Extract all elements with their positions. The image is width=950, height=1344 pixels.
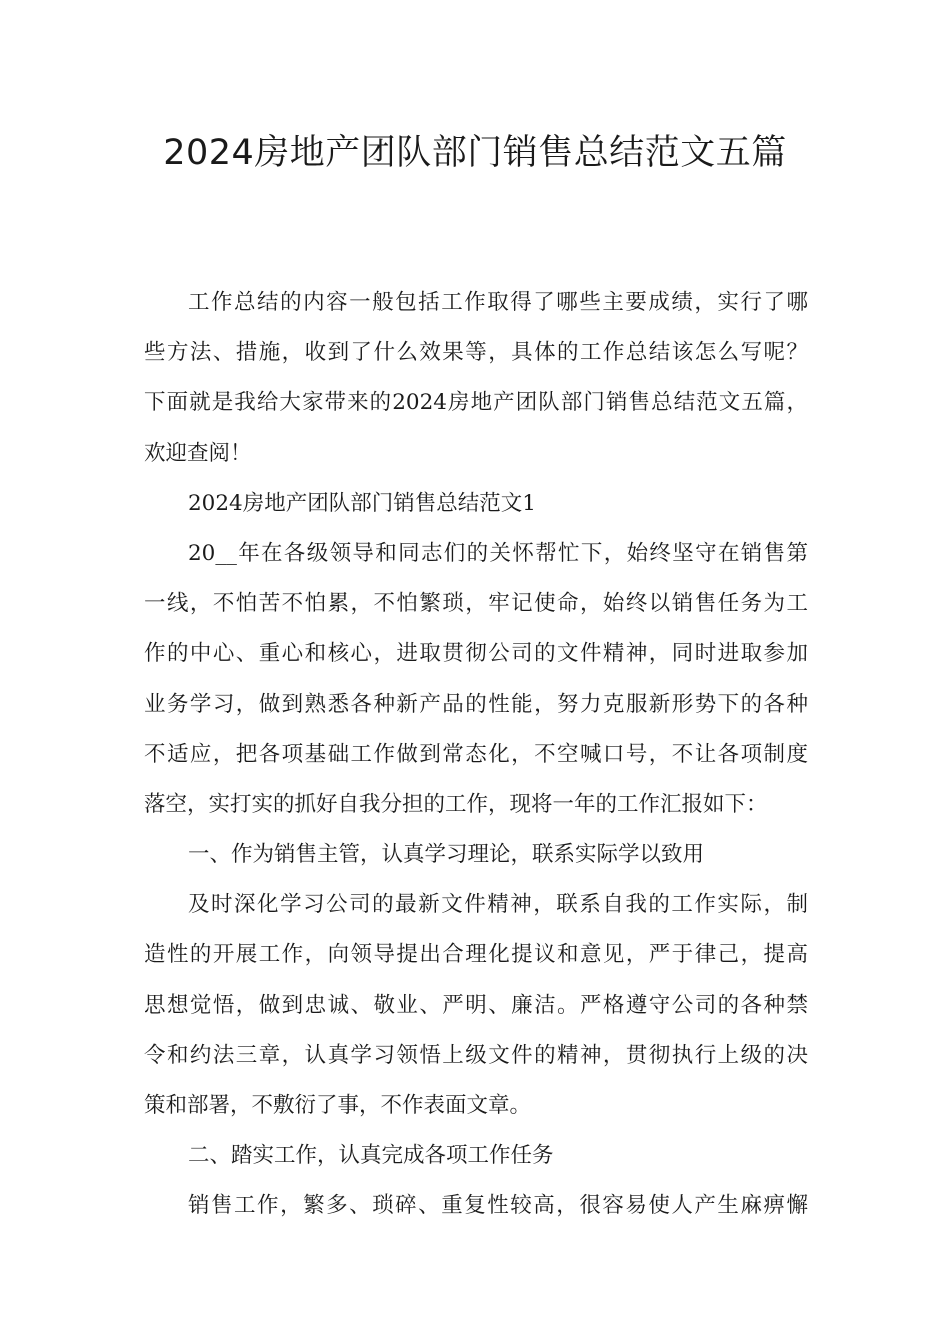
paragraph-line: 思想觉悟，做到忠诚、敬业、严明、廉洁。严格遵守公司的各种禁 xyxy=(144,992,808,1018)
document-title: 2024房地产团队部门销售总结范文五篇 xyxy=(163,133,787,173)
paragraph-line: 些方法、措施，收到了什么效果等，具体的工作总结该怎么写呢？ xyxy=(144,340,808,366)
paragraph-line: 策和部署，不敷衍了事，不作表面文章。 xyxy=(144,1093,532,1118)
paragraph-line: 下面就是我给大家带来的2024房地产团队部门销售总结范文五篇， xyxy=(144,390,808,416)
section-heading: 2024房地产团队部门销售总结范文1 xyxy=(188,490,536,516)
paragraph-line: 工作总结的内容一般包括工作取得了哪些主要成绩，实行了哪 xyxy=(188,290,808,315)
paragraph-line: 及时深化学习公司的最新文件精神，联系自我的工作实际，制 xyxy=(188,892,808,918)
subsection-heading: 一、作为销售主管，认真学习理论，联系实际学以致用 xyxy=(188,842,705,868)
paragraph-line: 令和约法三章，认真学习领悟上级文件的精神，贯彻执行上级的决 xyxy=(144,1042,808,1068)
paragraph-line: 一线，不怕苦不怕累，不怕繁琐，牢记使命，始终以销售任务为工 xyxy=(144,591,808,617)
paragraph-line: 销售工作，繁多、琐碎、重复性较高，很容易使人产生麻痹懈 xyxy=(188,1193,808,1219)
paragraph-line: 作的中心、重心和核心，进取贯彻公司的文件精神，同时进取参加 xyxy=(144,641,808,667)
paragraph-line: 欢迎查阅！ xyxy=(144,440,252,466)
document-body xyxy=(144,283,808,1237)
paragraph-line: 业务学习，做到熟悉各种新产品的性能，努力克服新形势下的各种 xyxy=(144,691,808,717)
paragraph-line: 落空，实打实的抓好自我分担的工作，现将一年的工作汇报如下： xyxy=(144,791,768,817)
paragraph-line: 不适应，把各项基础工作做到常态化，不空喊口号，不让各项制度 xyxy=(144,741,808,767)
paragraph-line: 20__年在各级领导和同志们的关怀帮忙下，始终坚守在销售第 xyxy=(188,540,808,566)
paragraph-line: 造性的开展工作，向领导提出合理化提议和意见，严于律己，提高 xyxy=(144,942,808,968)
subsection-heading: 二、踏实工作，认真完成各项工作任务 xyxy=(188,1143,554,1169)
